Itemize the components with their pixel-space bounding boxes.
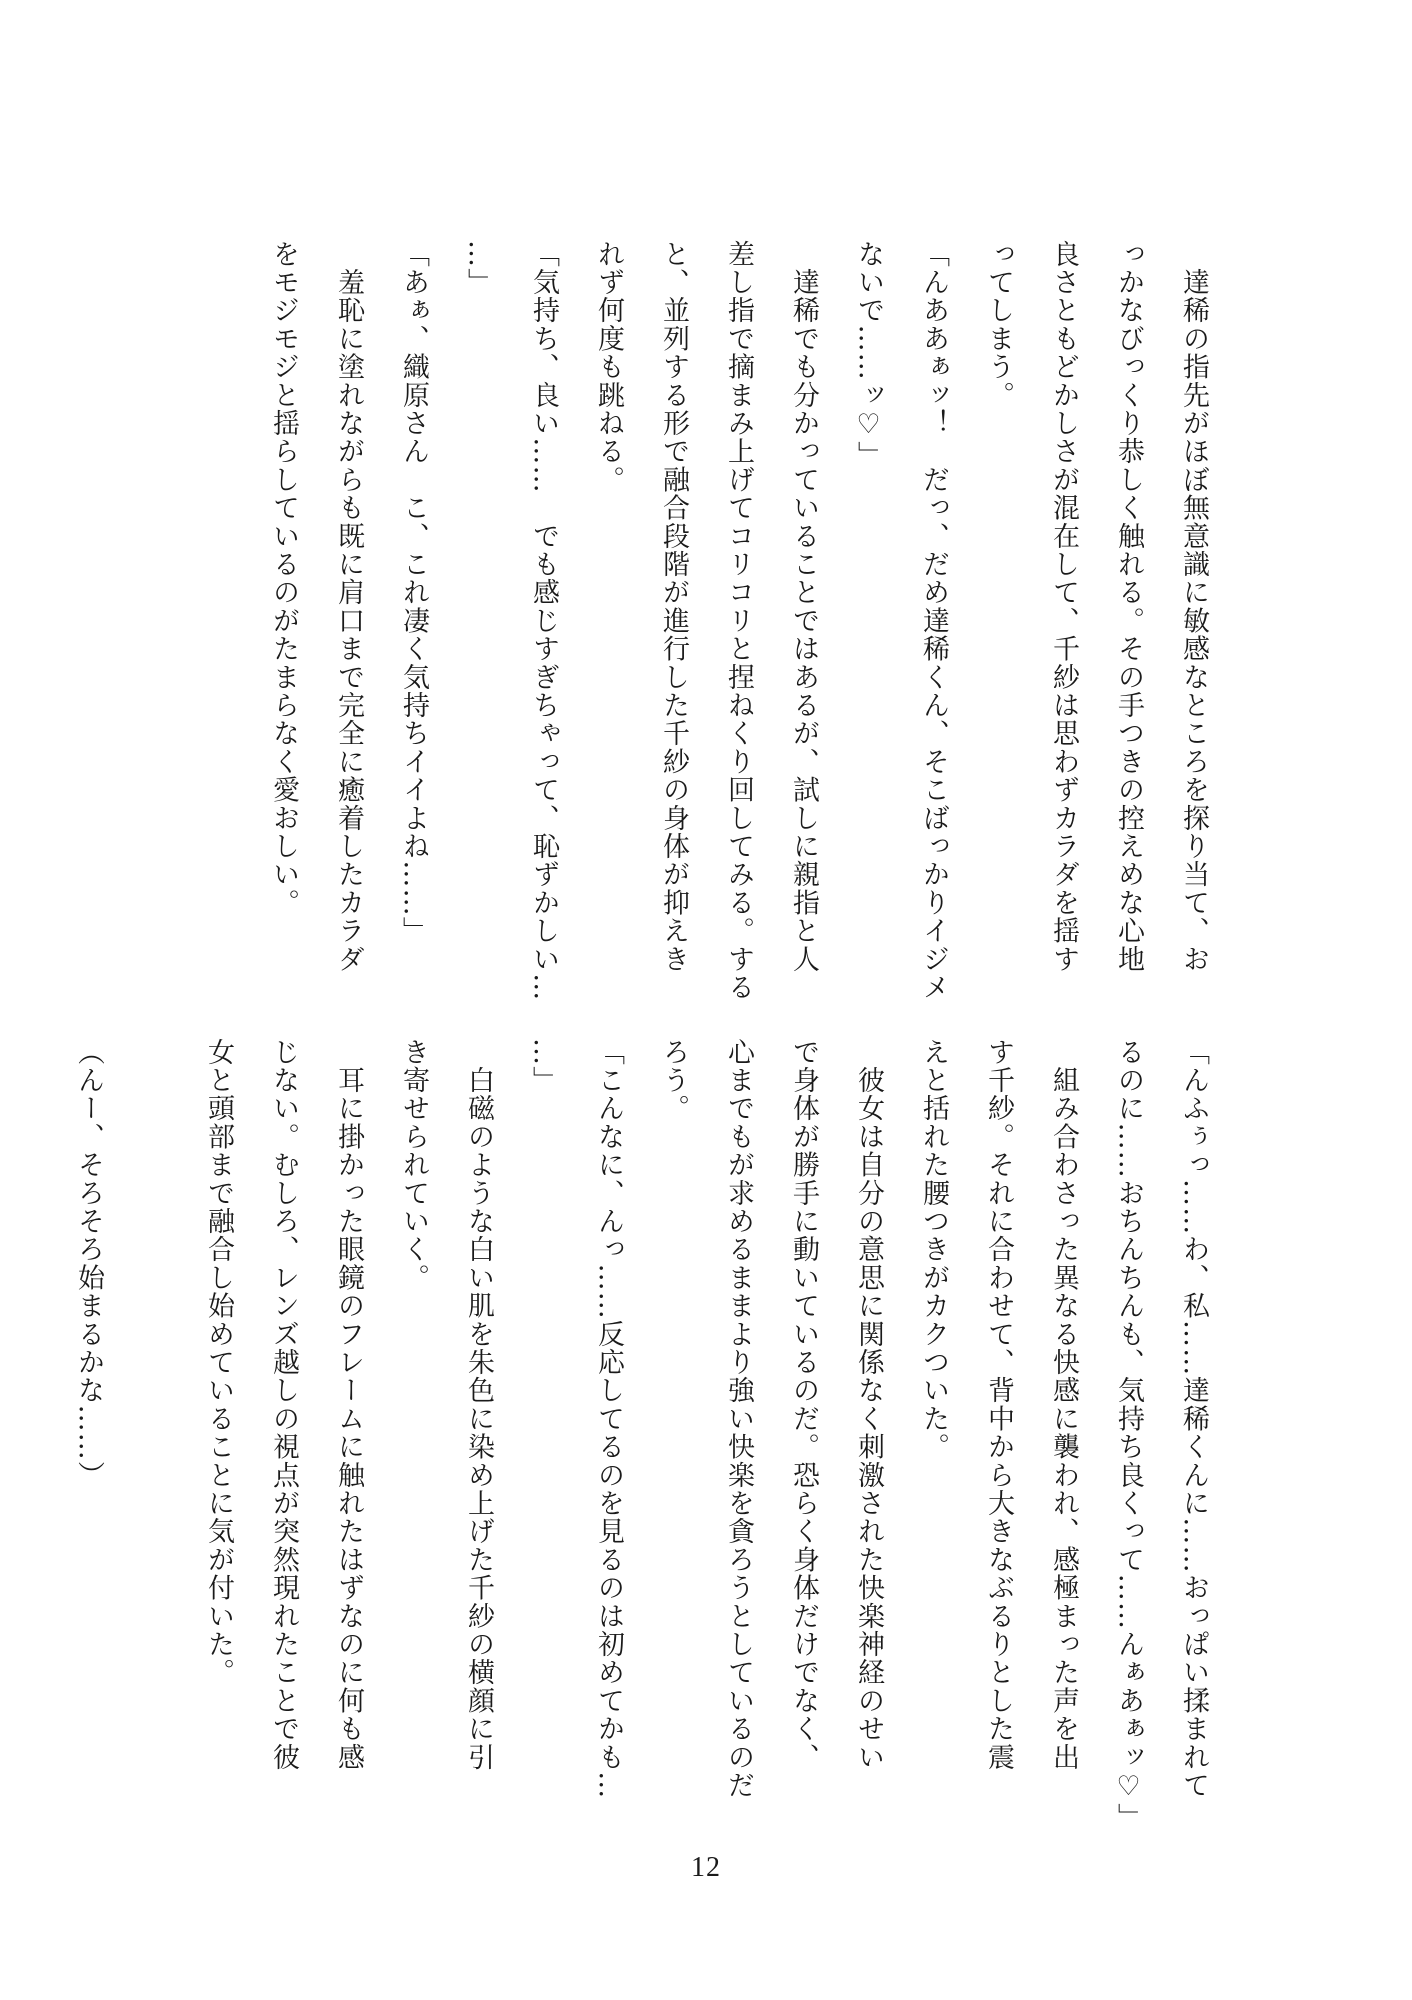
top-text-column: 「あぁ、織原さん こ、これ凄く気持ちイイよね……」: [398, 240, 429, 945]
top-text-column: 「気持ち、良い…… でも感じすぎちゃって、恥ずかしい…: [528, 240, 559, 1002]
bottom-text-column: 白磁のような白い肌を朱色に染め上げた千紗の横顔に引: [463, 1038, 494, 1772]
bottom-text-column: 女と頭部まで融合し始めていることに気が付いた。: [203, 1038, 234, 1687]
bottom-text-column: えと括れた腰つきがカクついた。: [918, 1038, 949, 1461]
top-text-column: 羞恥に塗れながらも既に肩口まで完全に癒着したカラダ: [333, 240, 364, 974]
bottom-text-column: じない。むしろ、レンズ越しの視点が突然現れたことで彼: [268, 1038, 299, 1772]
bottom-text-column: （んー、そろそろ始まるかな……）: [73, 1038, 104, 1490]
bottom-text-column: き寄せられていく。: [398, 1038, 429, 1292]
top-text-column: ないで……ッ♡」: [853, 240, 884, 470]
bottom-text-column: 耳に掛かった眼鏡のフレームに触れたはずなのに何も感: [333, 1038, 364, 1772]
top-text-column: と、並列する形で融合段階が進行した千紗の身体が抑えき: [658, 240, 689, 974]
bottom-text-column: 「んふぅっ……わ、私……達稀くんに……おっぱい揉まれて: [1178, 1038, 1209, 1800]
bottom-text-column: 彼女は自分の意思に関係なく刺激された快楽神経のせい: [853, 1038, 884, 1772]
page-number: 12: [691, 1852, 721, 1883]
top-text-column: 「んああぁッ！ だっ、だめ達稀くん、そこばっかりイジメ: [918, 240, 949, 1002]
top-text-column: 良さともどかしさが混在して、千紗は思わずカラダを揺す: [1048, 240, 1079, 974]
bottom-text-column: [121, 1038, 186, 1908]
bottom-text-column: 組み合わさった異なる快感に襲われ、感極まった声を出: [1048, 1038, 1079, 1772]
bottom-text-column: …」: [528, 1038, 559, 1095]
top-text-column: れず何度も跳ねる。: [593, 240, 624, 494]
bottom-text-column: で身体が勝手に動いているのだ。恐らく身体だけでなく、: [788, 1038, 819, 1772]
top-text-column: …」: [463, 240, 494, 297]
top-text-column: ってしまう。: [983, 240, 1014, 410]
bottom-text-column: す千紗。それに合わせて、背中から大きなぶるりとした震: [983, 1038, 1014, 1772]
top-text-column: 達稀の指先がほぼ無意識に敏感なところを探り当て、お: [1178, 240, 1209, 974]
top-text-column: 達稀でも分かっていることではあるが、試しに親指と人: [788, 240, 819, 974]
bottom-text-column: 心までもが求めるままより強い快楽を貪ろうとしているのだ: [723, 1038, 754, 1800]
top-text-column: をモジモジと揺らしているのがたまらなく愛おしい。: [268, 240, 299, 917]
top-text-column: 差し指で摘まみ上げてコリコリと捏ねくり回してみる。する: [723, 240, 754, 1002]
bottom-text-block: [56, 1038, 1226, 1908]
bottom-text-column: ろう。: [658, 1038, 689, 1123]
bottom-text-column: 「こんなに、んっ……反応してるのを見るのは初めてかも…: [593, 1038, 624, 1800]
top-text-column: っかなびっくり恭しく触れる。その手つきの控えめな心地: [1113, 240, 1144, 974]
bottom-text-column: るのに……おちんちんも、気持ち良くって……んぁあぁッ♡」: [1113, 1038, 1144, 1832]
top-text-block: [251, 240, 1226, 1110]
